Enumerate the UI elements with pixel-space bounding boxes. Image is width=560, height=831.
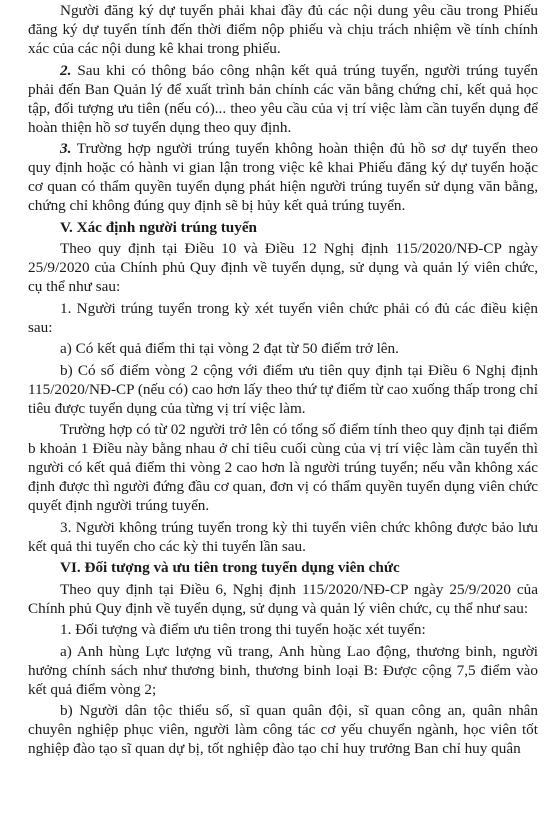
paragraph-uu-tien-b: b) Người dân tộc thiểu số, sĩ quan quân đội, sĩ quan công an, quân nhân chuyên nghiệp phục viên, người làm công tác cơ yếu chuyển ngành, học viên tốt nghiệp đào tạo sĩ quan dự bị, tốt nghiệp đào tạo chỉ huy trưởng Ban chỉ huy quân [28,702,538,757]
paragraph-text: Sau khi có thông báo công nhận kết quả trúng tuyển, người trúng tuyển phải đến Ban Quản lý để xuất trình bản chính các văn bằng chứng chỉ, kết quả học tập, đối tượng ưu tiên (nếu có)... theo yêu cầu của vị trí việc làm cần tuyển dụng để hoàn thiện hồ sơ tuyển dụng theo quy định. [28,61,538,136]
paragraph-item-2 [28,61,538,137]
paragraph-phieu-dang-ky: Người đăng ký dự tuyển phải khai đầy đủ các nội dung yêu cầu trong Phiếu đăng ký dự tuyển tính đến thời điểm nộp phiếu và chịu trách nhiệm về tính chính xác của các nội dung kê khai trong phiếu. [28,2,538,57]
paragraph-text: Trường hợp người trúng tuyển không hoàn thiện đủ hồ sơ dự tuyển theo quy định hoặc có hành vi gian lận trong việc kê khai Phiếu đăng ký dự tuyển hoặc cơ quan có thẩm quyền tuyển dụng phát hiện người trúng tuyển sử dụng văn bằng, chứng chỉ không đúng quy định sẽ bị hủy kết quả trúng tuyển. [28,140,538,214]
paragraph-doi-tuong-uu-tien: 1. Đối tượng và điểm ưu tiên trong thi tuyển hoặc xét tuyển: [60,621,426,638]
paragraph-quy-dinh-dieu-10-12: Theo quy định tại Điều 10 và Điều 12 Nghị định 115/2020/NĐ-CP ngày 25/9/2020 của Chính phủ Quy định về tuyển dụng, sử dụng và quản lý viên chức, cụ thể như sau: [28,240,538,295]
section-heading-vi: VI. Đối tượng và ưu tiên trong tuyển dụng viên chức [60,559,400,576]
section-heading-v: V. Xác định người trúng tuyển [60,218,258,236]
paragraph-item-3 [28,139,538,215]
paragraph-khong-bao-luu: 3. Người không trúng tuyển trong kỳ thi tuyển viên chức không được bảo lưu kết quả thi tuyển cho các kỳ thi tuyển lần sau. [28,518,538,555]
paragraph-diem-b: b) Có số điểm vòng 2 cộng với điểm ưu tiên quy định tại Điều 6 Nghị định 115/2020/NĐ-CP (nếu có) cao hơn lấy theo thứ tự điểm từ cao xuống thấp trong chỉ tiêu được tuyển dụng của từng vị trí việc làm. [28,361,538,417]
paragraph-quy-dinh-dieu-6: Theo quy định tại Điều 6, Nghị định 115/2020/NĐ-CP ngày 25/9/2020 của Chính phủ Quy định về tuyển dụng, sử dụng và quản lý viên chức, cụ thể như sau: [28,580,538,617]
item-number: 2. [60,61,72,79]
paragraph-dieu-kien-trung-tuyen: 1. Người trúng tuyển trong kỳ xét tuyển viên chức phải có đủ các điều kiện sau: [28,299,538,336]
paragraph-bang-diem: Trường hợp có từ 02 người trở lên có tổng số điểm tính theo quy định tại điểm b khoản 1 Điều này bằng nhau ở chỉ tiêu cuối cùng của vị trí việc làm cần tuyển thì người có kết quả điểm thi vòng 2 cao hơn là người trúng tuyển; nếu vẫn không xác định được thì người đứng đầu cơ quan, đơn vị có thẩm quyền tuyển dụng viên chức quyết định người trúng tuyển. [28,421,538,514]
item-number: 3. [60,140,72,157]
paragraph-uu-tien-a: a) Anh hùng Lực lượng vũ trang, Anh hùng Lao động, thương binh, người hưởng chính sách như thương binh, thương binh loại B: Được cộng 7,5 điểm vào kết quả điểm vòng 2; [28,642,538,698]
paragraph-diem-a: a) Có kết quả điểm thi tại vòng 2 đạt từ 50 điểm trở lên. [60,340,399,357]
